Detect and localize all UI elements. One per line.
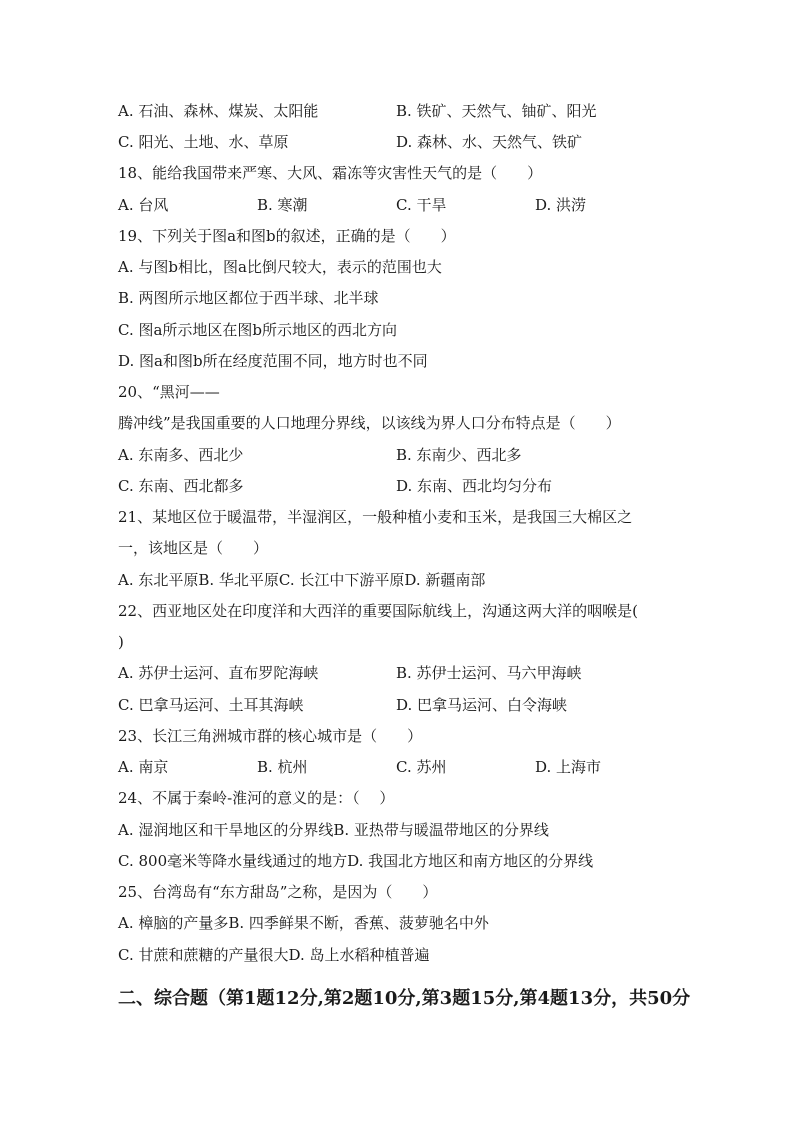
q23-option-a: A. 南京 (118, 758, 169, 776)
q20-row-ab (118, 445, 522, 465)
q22-option-a: A. 苏伊士运河、直布罗陀海峡 (118, 664, 319, 682)
q25-options-cd: C. 甘蔗和蔗糖的产量很大D. 岛上水稻种植普遍 (118, 946, 430, 964)
q19-option-a: A. 与图b相比，图a比倒尺较大，表示的范围也大 (118, 258, 442, 276)
q20-option-c: C. 东南、西北都多 (118, 477, 244, 495)
q17-option-b: B. 铁矿、天然气、铀矿、阳光 (396, 102, 597, 120)
section-heading-comprehensive: 二、综合题（第1题12分,第2题10分,第3题15分,第4题13分，共50分 (118, 988, 691, 1009)
q22-option-b: B. 苏伊士运河、马六甲海峡 (396, 664, 582, 682)
q17-row-cd (118, 132, 583, 152)
q21-options: A. 东北平原B. 华北平原C. 长江中下游平原D. 新疆南部 (118, 571, 486, 589)
q17-option-a: A. 石油、森林、煤炭、太阳能 (118, 102, 319, 120)
q23-option-b: B. 杭州 (257, 758, 308, 776)
q23-stem: 23、长江三角洲城市群的核心城市是（ ） (118, 727, 423, 745)
q20-stem-line2: 腾冲线”是我国重要的人口地理分界线，以该线为界人口分布特点是（ ） (118, 414, 621, 432)
q17-option-c: C. 阳光、土地、水、草原 (118, 133, 289, 151)
q22-stem-line1: 22、西亚地区处在印度洋和大西洋的重要国际航线上，沟通这两大洋的咽喉是( (118, 602, 638, 620)
q20-row-cd (118, 476, 553, 496)
q22-row-cd (118, 695, 568, 715)
q21-stem-line1: 21、某地区位于暖温带，半湿润区，一般种植小麦和玉米，是我国三大棉区之 (118, 508, 633, 526)
q18-option-b: B. 寒潮 (257, 196, 308, 214)
q17-option-d: D. 森林、水、天然气、铁矿 (396, 133, 583, 151)
q23-options (118, 757, 602, 777)
q23-option-d: D. 上海市 (535, 758, 602, 776)
q18-option-c: C. 干旱 (396, 196, 447, 214)
q20-option-d: D. 东南、西北均匀分布 (396, 477, 553, 495)
q19-option-d: D. 图a和图b所在经度范围不同，地方时也不同 (118, 352, 428, 370)
q17-row-ab (118, 101, 597, 121)
q18-option-a: A. 台风 (118, 196, 169, 214)
q23-option-c: C. 苏州 (396, 758, 447, 776)
q22-stem-line2: ) (118, 633, 124, 651)
q22-option-d: D. 巴拿马运河、白令海峡 (396, 696, 568, 714)
q19-option-b: B. 两图所示地区都位于西半球、北半球 (118, 289, 379, 307)
q18-options (118, 195, 587, 215)
q25-options-ab: A. 樟脑的产量多B. 四季鲜果不断，香蕉、菠萝驰名中外 (118, 914, 489, 932)
q18-option-d: D. 洪涝 (535, 196, 587, 214)
q19-option-c: C. 图a所示地区在图b所示地区的西北方向 (118, 321, 398, 339)
q18-stem: 18、能给我国带来严寒、大风、霜冻等灾害性天气的是（ ） (118, 164, 543, 182)
q20-option-b: B. 东南少、西北多 (396, 446, 522, 464)
q24-stem: 24、不属于秦岭-淮河的意义的是：（ ） (118, 789, 395, 807)
q20-stem-line1: 20、“黑河—— (118, 383, 220, 401)
q24-options-ab: A. 湿润地区和干旱地区的分界线B. 亚热带与暖温带地区的分界线 (118, 821, 549, 839)
q19-stem: 19、下列关于图a和图b的叙述，正确的是（ ） (118, 227, 456, 245)
q22-option-c: C. 巴拿马运河、土耳其海峡 (118, 696, 304, 714)
q21-stem-line2: 一，该地区是（ ） (118, 539, 269, 557)
q20-option-a: A. 东南多、西北少 (118, 446, 244, 464)
q22-row-ab (118, 663, 582, 683)
q24-options-cd: C. 800毫米等降水量线通过的地方D. 我国北方地区和南方地区的分界线 (118, 852, 594, 870)
q25-stem: 25、台湾岛有“东方甜岛”之称，是因为（ ） (118, 883, 438, 901)
